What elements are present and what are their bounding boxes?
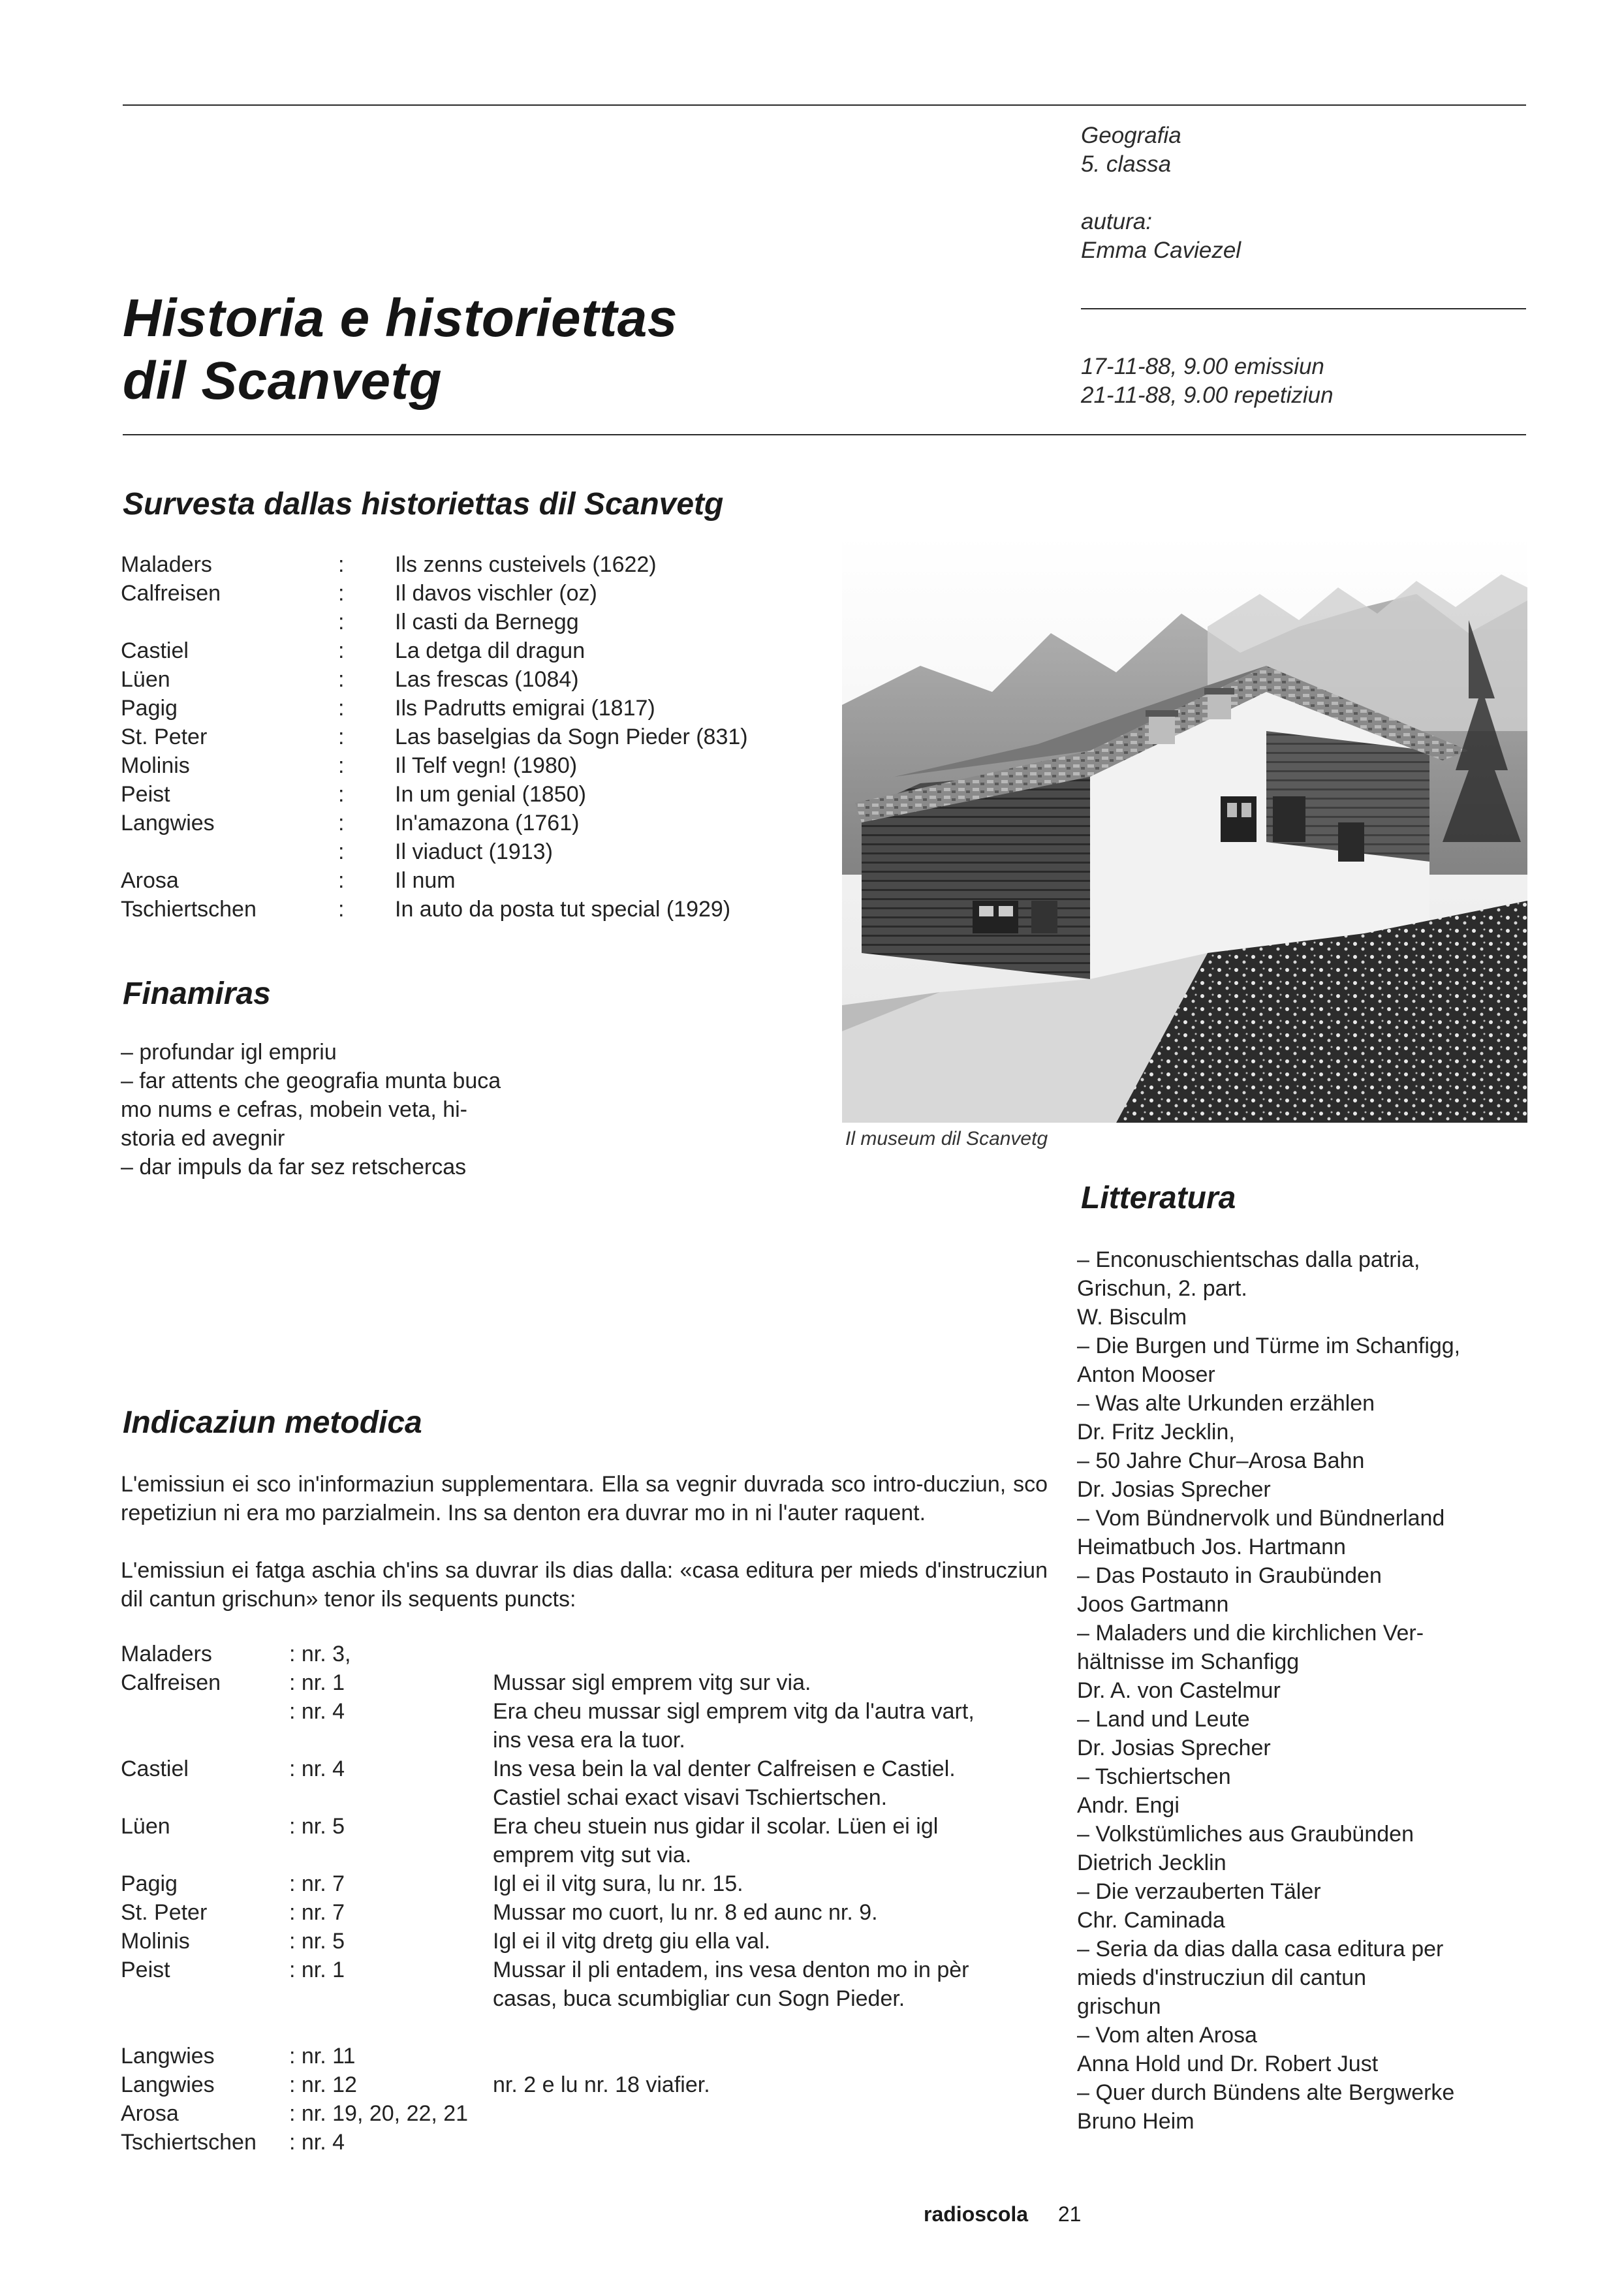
story-title: In'amazona (1761) bbox=[395, 811, 580, 835]
literature-line: – Die Burgen und Türme im Schanfigg, bbox=[1077, 1334, 1461, 1358]
slide-place: St. Peter bbox=[121, 1900, 208, 1925]
museum-photo bbox=[842, 535, 1527, 1123]
literature-line: Bruno Heim bbox=[1077, 2109, 1195, 2134]
photo-caption: Il museum dil Scanvetg bbox=[845, 1128, 1048, 1149]
slide-number: : nr. 4 bbox=[289, 1699, 345, 1724]
slide-number: : nr. 7 bbox=[289, 1900, 345, 1925]
indicaziun-heading: Indicaziun metodica bbox=[123, 1405, 422, 1440]
litteratura-heading: Litteratura bbox=[1081, 1181, 1236, 1215]
publication-name: radioscola bbox=[924, 2202, 1029, 2226]
colon: : bbox=[338, 581, 345, 606]
story-title: Il Telf vegn! (1980) bbox=[395, 753, 578, 778]
story-title: Il viaduct (1913) bbox=[395, 839, 553, 864]
literature-line: – Das Postauto in Graubünden bbox=[1077, 1563, 1382, 1588]
slide-number: : nr. 11 bbox=[289, 2044, 356, 2069]
page-footer bbox=[924, 2202, 1081, 2226]
place-name: Langwies bbox=[121, 811, 215, 835]
slide-number: : nr. 4 bbox=[289, 2130, 345, 2155]
top-rule bbox=[123, 104, 1526, 106]
literature-line: – Quer durch Bündens alte Bergwerke bbox=[1077, 2080, 1455, 2105]
slide-place: Calfreisen bbox=[121, 1670, 221, 1695]
colon: : bbox=[338, 667, 345, 692]
literature-line: – Seria da dias dalla casa editura per bbox=[1077, 1937, 1444, 1961]
literature-line: W. Bisculm bbox=[1077, 1305, 1187, 1330]
colon: : bbox=[338, 696, 345, 721]
finamiras-item: storia ed avegnir bbox=[121, 1126, 285, 1151]
museum-photo-image bbox=[842, 535, 1527, 1123]
literature-line: Dr. Josias Sprecher bbox=[1077, 1477, 1271, 1502]
slide-place: Castiel bbox=[121, 1756, 189, 1781]
broadcast-date-1: 17-11-88, 9.00 emissiun bbox=[1081, 354, 1324, 379]
literature-line: – Tschiertschen bbox=[1077, 1764, 1231, 1789]
story-title: Las baselgias da Sogn Pieder (831) bbox=[395, 725, 748, 749]
place-name: Arosa bbox=[121, 868, 179, 893]
literature-line: Andr. Engi bbox=[1077, 1793, 1179, 1818]
finamiras-item: – profundar igl empriu bbox=[121, 1040, 337, 1065]
author-name: Emma Caviezel bbox=[1081, 238, 1241, 263]
colon: : bbox=[338, 782, 345, 807]
header-divider bbox=[1081, 308, 1526, 309]
slide-place: Maladers bbox=[121, 1642, 212, 1666]
story-title: Ils Padrutts emigrai (1817) bbox=[395, 696, 655, 721]
place-name: Tschiertschen bbox=[121, 897, 257, 922]
slide-note: Igl ei il vitg sura, lu nr. 15. bbox=[493, 1871, 743, 1896]
literature-line: mieds d'instrucziun dil cantun bbox=[1077, 1965, 1367, 1990]
finamiras-item: mo nums e cefras, mobein veta, hi- bbox=[121, 1097, 468, 1122]
literature-line: Dr. Fritz Jecklin, bbox=[1077, 1420, 1235, 1444]
title-line-2: dil Scanvetg bbox=[123, 351, 443, 411]
literature-line: – Volkstümliches aus Graubünden bbox=[1077, 1822, 1414, 1847]
indicaziun-paragraph-2: L'emissiun ei fatga aschia ch'ins sa duvrar ils dias dalla: «casa editura per mieds d'instrucziun dil cantun grischun» tenor ils sequents puncts: bbox=[121, 1558, 1048, 1612]
literature-line: Joos Gartmann bbox=[1077, 1592, 1229, 1617]
literature-line: grischun bbox=[1077, 1994, 1161, 2019]
place-name: St. Peter bbox=[121, 725, 208, 749]
slide-note: Era cheu mussar sigl emprem vitg da l'autra vart, bbox=[493, 1699, 975, 1724]
literature-line: Dietrich Jecklin bbox=[1077, 1850, 1226, 1875]
page-title bbox=[123, 287, 678, 413]
slide-number: : nr. 19, 20, 22, 21 bbox=[289, 2101, 469, 2126]
slide-note: emprem vitg sut via. bbox=[493, 1843, 692, 1867]
colon: : bbox=[338, 638, 345, 663]
slide-place: Pagig bbox=[121, 1871, 178, 1896]
author-label: autura: bbox=[1081, 209, 1152, 234]
story-title: In auto da posta tut special (1929) bbox=[395, 897, 731, 922]
story-title: Ils zenns custeivels (1622) bbox=[395, 552, 657, 577]
slide-number: : nr. 4 bbox=[289, 1756, 345, 1781]
slide-place: Tschiertschen bbox=[121, 2130, 257, 2155]
finamiras-heading: Finamiras bbox=[123, 976, 271, 1011]
indicaziun-paragraph-1: L'emissiun ei sco in'informaziun supplementara. Ella sa vegnir duvrada sco intro-ducziun, sco repetiziun ni era mo parzialmein. Ins sa denton era duvrar mo in ni l'auter raquent. bbox=[121, 1472, 1048, 1525]
finamiras-list bbox=[121, 1038, 630, 1188]
place-name: Peist bbox=[121, 782, 170, 807]
literature-line: Grischun, 2. part. bbox=[1077, 1276, 1247, 1301]
slide-place: Lüen bbox=[121, 1814, 170, 1839]
survesta-heading: Survesta dallas historiettas dil Scanvetg bbox=[123, 487, 724, 522]
place-name: Molinis bbox=[121, 753, 190, 778]
literature-line: – Land und Leute bbox=[1077, 1707, 1250, 1732]
colon: : bbox=[338, 552, 345, 577]
slide-note: Mussar sigl emprem vitg sur via. bbox=[493, 1670, 811, 1695]
finamiras-item: – dar impuls da far sez retschercas bbox=[121, 1155, 467, 1179]
place-name: Lüen bbox=[121, 667, 170, 692]
colon: : bbox=[338, 868, 345, 893]
subject-label: Geografia bbox=[1081, 123, 1181, 148]
place-name: Castiel bbox=[121, 638, 189, 663]
title-rule bbox=[123, 434, 1526, 435]
literature-line: Anton Mooser bbox=[1077, 1362, 1215, 1387]
colon: : bbox=[338, 839, 345, 864]
place-name: Maladers bbox=[121, 552, 212, 577]
slide-note: Era cheu stuein nus gidar il scolar. Lüen ei igl bbox=[493, 1814, 939, 1839]
literature-line: – Vom alten Arosa bbox=[1077, 2023, 1257, 2048]
place-name: Pagig bbox=[121, 696, 178, 721]
literature-line: – Vom Bündnervolk und Bündnerland bbox=[1077, 1506, 1445, 1531]
page-number: 21 bbox=[1057, 2202, 1082, 2226]
slide-note: Mussar mo cuort, lu nr. 8 ed aunc nr. 9. bbox=[493, 1900, 878, 1925]
story-title: La detga dil dragun bbox=[395, 638, 586, 663]
literature-line: – Die verzauberten Täler bbox=[1077, 1879, 1321, 1904]
colon: : bbox=[338, 811, 345, 835]
litteratura-list bbox=[1077, 1245, 1534, 2140]
title-line-1: Historia e historiettas bbox=[123, 289, 678, 348]
slide-note: ins vesa era la tuor. bbox=[493, 1728, 685, 1753]
story-title: Las frescas (1084) bbox=[395, 667, 579, 692]
literature-line: Chr. Caminada bbox=[1077, 1908, 1225, 1933]
slide-place: Peist bbox=[121, 1958, 170, 1982]
literature-line: – Enconuschientschas dalla patria, bbox=[1077, 1247, 1420, 1272]
literature-line: – Maladers und die kirchlichen Ver- bbox=[1077, 1621, 1424, 1646]
slide-number: : nr. 7 bbox=[289, 1871, 345, 1896]
colon: : bbox=[338, 753, 345, 778]
place-name: Calfreisen bbox=[121, 581, 221, 606]
slide-number: : nr. 12 bbox=[289, 2072, 357, 2097]
slides-table bbox=[121, 1640, 1054, 2162]
literature-line: – Was alte Urkunden erzählen bbox=[1077, 1391, 1375, 1416]
slide-place: Langwies bbox=[121, 2044, 215, 2069]
story-title: Il num bbox=[395, 868, 456, 893]
slide-note: nr. 2 e lu nr. 18 viafier. bbox=[493, 2072, 710, 2097]
slide-note: Ins vesa bein la val denter Calfreisen e Castiel. bbox=[493, 1756, 956, 1781]
literature-line: hältnisse im Schanfigg bbox=[1077, 1649, 1300, 1674]
story-title: Il casti da Bernegg bbox=[395, 610, 579, 634]
literature-line: Heimatbuch Jos. Hartmann bbox=[1077, 1535, 1346, 1559]
slide-place: Arosa bbox=[121, 2101, 179, 2126]
slide-number: : nr. 5 bbox=[289, 1929, 345, 1954]
colon: : bbox=[338, 725, 345, 749]
finamiras-item: – far attents che geografia munta buca bbox=[121, 1069, 501, 1093]
slide-note: Castiel schai exact visavi Tschiertschen. bbox=[493, 1785, 888, 1810]
slide-number: : nr. 1 bbox=[289, 1670, 345, 1695]
slide-number: : nr. 5 bbox=[289, 1814, 345, 1839]
slide-note: Mussar il pli entadem, ins vesa denton mo in pèr bbox=[493, 1958, 969, 1982]
colon: : bbox=[338, 610, 345, 634]
literature-line: Anna Hold und Dr. Robert Just bbox=[1077, 2052, 1379, 2076]
literature-line: Dr. A. von Castelmur bbox=[1077, 1678, 1281, 1703]
story-title: In um genial (1850) bbox=[395, 782, 586, 807]
slide-note: Igl ei il vitg dretg giu ella val. bbox=[493, 1929, 771, 1954]
slide-place: Molinis bbox=[121, 1929, 190, 1954]
slide-place: Langwies bbox=[121, 2072, 215, 2097]
literature-line: Dr. Josias Sprecher bbox=[1077, 1736, 1271, 1760]
slide-number: : nr. 3, bbox=[289, 1642, 351, 1666]
broadcast-date-2: 21-11-88, 9.00 repetiziun bbox=[1081, 382, 1334, 408]
literature-line: – 50 Jahre Chur–Arosa Bahn bbox=[1077, 1448, 1365, 1473]
story-title: Il davos vischler (oz) bbox=[395, 581, 597, 606]
colon: : bbox=[338, 897, 345, 922]
grade-label: 5. classa bbox=[1081, 151, 1172, 177]
slide-number: : nr. 1 bbox=[289, 1958, 345, 1982]
slide-note: casas, buca scumbigliar cun Sogn Pieder. bbox=[493, 1986, 905, 2011]
survesta-table bbox=[121, 550, 839, 935]
